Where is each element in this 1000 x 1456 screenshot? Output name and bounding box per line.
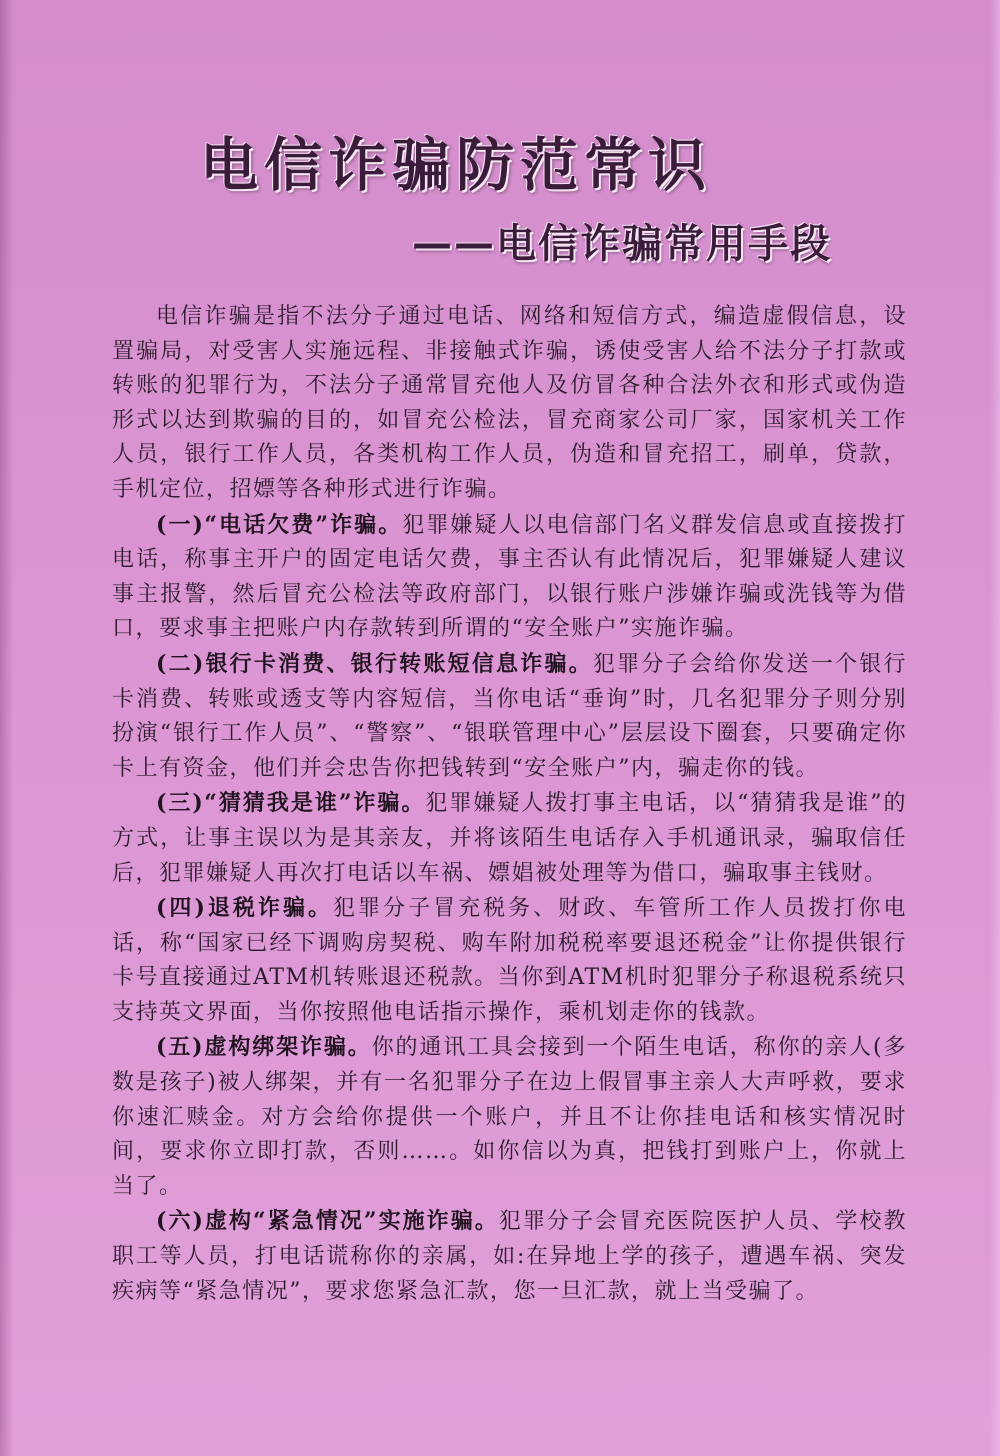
section-paragraph <box>112 891 907 1030</box>
section-heading: (四)退税诈骗。 <box>156 895 333 922</box>
section-paragraph <box>112 647 907 786</box>
intro-paragraph: 电信诈骗是指不法分子通过电话、网络和短信方式，编造虚假信息，设置骗局，对受害人实施远程、非接触式诈骗，诱使受害人给不法分子打款或转账的犯罪行为，不法分子通常冒充他人及仿冒各种合法外衣和形式或伪造形式以达到欺骗的目的，如冒充公检法，冒充商家公司厂家，国家机关工作人员，银行工作人员，各类机构工作人员，伪造和冒充招工，刷单，贷款，手机定位，招嫖等各种形式进行诈骗。 <box>112 304 907 502</box>
document-subtitle: ——电信诈骗常用手段 <box>412 221 832 267</box>
section-heading: (二)银行卡消费、银行转账短信息诈骗。 <box>156 650 593 677</box>
section-heading: (一)“电话欠费”诈骗。 <box>156 511 403 538</box>
section-heading: (六)虚构“紧急情况”实施诈骗。 <box>156 1208 499 1235</box>
section-text: 犯罪分子冒充税务、财政、车管所工作人员拨打你电话，称“国家已经下调购房契税、购车附加税税率要退还税金”让你提供银行卡号直接通过ATM机转账退还税款。当你到ATM机时犯罪分子称退税系统只支持英文界面，当你按照他电话指示操作，乘机划走你的钱款。 <box>112 896 907 1025</box>
section-text: 犯罪嫌疑人以电信部门名义群发信息或直接拨打电话，称事主开户的固定电话欠费，事主否认有此情况后，犯罪嫌疑人建议事主报警，然后冒充公检法等政府部门，以银行账户涉嫌诈骗或洗钱等为借口，要求事主把账户内存款转到所谓的“安全账户”实施诈骗。 <box>112 512 907 642</box>
document-body <box>112 300 907 1309</box>
section-text: 犯罪分子会冒充医院医护人员、学校教职工等人员，打电话谎称你的亲属，如:在异地上学的孩子，遭遇车祸、突发疾病等“紧急情况”，要求您紧急汇款，您一旦汇款，就上当受骗了。 <box>112 1209 907 1304</box>
section-heading: (三)“猜猜我是谁”诈骗。 <box>156 790 426 817</box>
paper-right-highlight <box>990 0 1000 1456</box>
section-text: 你的通讯工具会接到一个陌生电话，称你的亲人(多数是孩子)被人绑架，并有一名犯罪分子在边上假冒事主亲人大声呼救，要求你速汇赎金。对方会给你提供一个账户，并且不让你挂电话和核实情况时间，要求你立即打款，否则……。如你信以为真，把钱打到账户上，你就上当了。 <box>112 1035 907 1199</box>
section-text: 犯罪嫌疑人拨打事主电话，以“猜猜我是谁”的方式，让事主误以为是其亲友，并将该陌生电话存入手机通讯录，骗取信任后，犯罪嫌疑人再次打电话以车祸、嫖娼被处理等为借口，骗取事主钱财。 <box>112 791 907 886</box>
section-text: 犯罪分子会给你发送一个银行卡消费、转账或透支等内容短信，当你电话“垂询”时，几名犯罪分子则分别扮演“银行工作人员”、“警察”、“银联管理中心”层层设下圈套，只要确定你卡上有资金，他们并会忠告你把钱转到“安全账户”内，骗走你的钱。 <box>112 651 907 781</box>
section-paragraph <box>112 508 907 647</box>
section-paragraph <box>112 786 907 891</box>
section-paragraph <box>112 1204 907 1309</box>
paper-left-shadow <box>0 0 14 1456</box>
document-title: 电信诈骗防范常识 <box>200 131 713 199</box>
section-paragraph <box>112 1030 907 1204</box>
section-heading: (五)虚构绑架诈骗。 <box>156 1034 372 1061</box>
